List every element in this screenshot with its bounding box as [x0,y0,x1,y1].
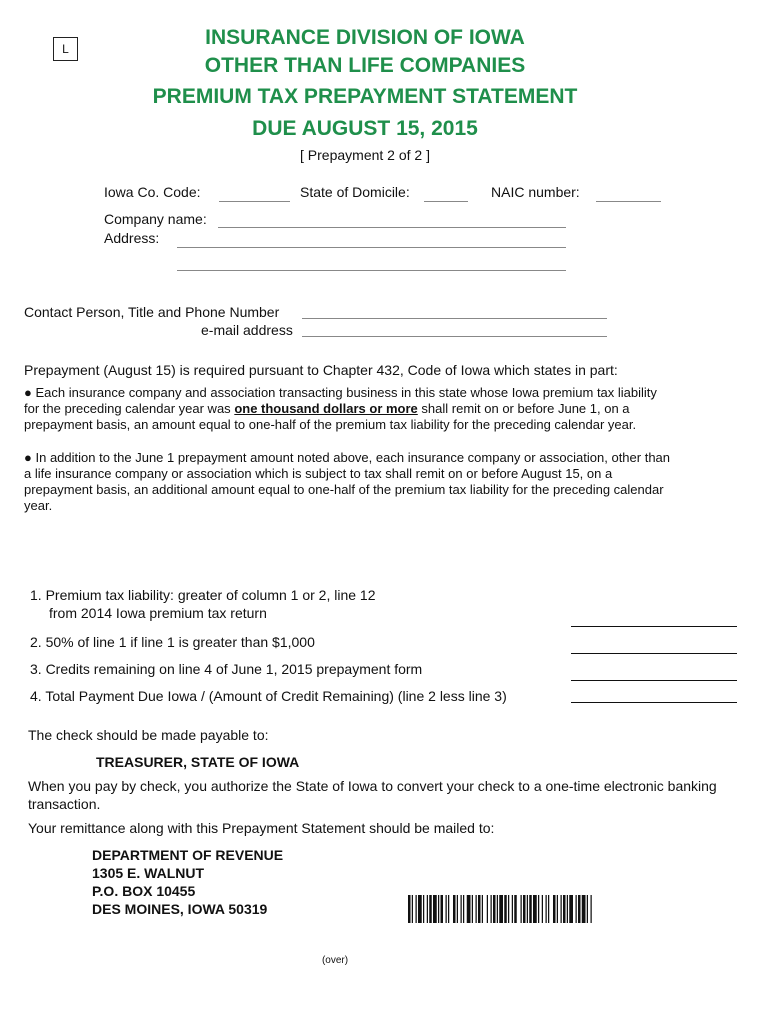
barcode-bar [504,895,507,923]
line-4-label: 4. Total Payment Due Iowa / (Amount of Credit Remaining) (line 2 less line 3) [30,688,507,704]
barcode-bar [427,895,428,923]
line-3-field[interactable] [571,680,737,681]
barcode-bar [578,895,581,923]
barcode-bar [563,895,566,923]
email-label: e-mail address [201,322,293,338]
barcode-bar [591,895,592,923]
contact-label: Contact Person, Title and Phone Number [24,304,280,320]
barcode-bar [533,895,537,923]
barcode-bar [529,895,532,923]
barcode-bar [557,895,558,923]
address-field-line2[interactable] [177,270,566,271]
barcode-bar [499,895,503,923]
iowa-co-code-label: Iowa Co. Code: [104,184,201,200]
address-line-3: P.O. BOX 10455 [92,883,196,899]
line-1-field[interactable] [571,626,737,627]
barcode-bar [514,895,517,923]
barcode-bar [423,895,424,923]
barcode-bar [538,895,539,923]
barcode-bar [467,895,471,923]
barcode-bar [453,895,456,923]
barcode-bar [493,895,496,923]
barcode-bar [429,895,432,923]
barcode-bar [461,895,462,923]
line-2-label: 2. 50% of line 1 if line 1 is greater than $1,000 [30,634,315,650]
email-field[interactable] [302,336,607,337]
treasurer-name: TREASURER, STATE OF IOWA [96,754,300,770]
address-line-4: DES MOINES, IOWA 50319 [92,901,268,917]
barcode-bar [569,895,573,923]
barcode-bar [463,895,464,923]
over-note: (over) [321,955,349,966]
barcode-bar [582,895,586,923]
barcode-bar [587,895,588,923]
check-conversion-note: When you pay by check, you authorize the State of Iowa to convert your check to a one-time electronic banking transaction. [28,778,717,812]
title-division: INSURANCE DIVISION OF IOWA [205,26,525,49]
barcode-bar [438,895,439,923]
barcode-bar [548,895,549,923]
title-companies: OTHER THAN LIFE COMPANIES [204,54,526,77]
barcode-bar [472,895,473,923]
payable-to-text: The check should be made payable to: [28,727,269,743]
bullet1-emphasis: one thousand dollars or more [234,401,418,416]
barcode-bar [497,895,498,923]
barcode-bar [476,895,477,923]
company-name-label: Company name: [104,211,207,227]
form-letter-box: L [53,37,78,61]
barcode-bar [491,895,492,923]
prepayment-subtitle: [ Prepayment 2 of 2 ] [300,147,430,163]
state-of-domicile-field[interactable] [424,201,468,202]
naic-number-field[interactable] [596,201,661,202]
barcode-bar [561,895,562,923]
line-1-label: 1. Premium tax liability: greater of column 1 or 2, line 12 [30,587,376,603]
line-4-field[interactable] [571,702,737,703]
bullet-icon: ● [24,385,32,400]
bullet1-text-b: shall remit on or before June 1, on a prepayment basis, an amount equal to one-half of the premium tax liability for the preceding calendar year. [24,401,637,432]
mailing-address [92,846,283,918]
bullet1-text-a: Each insurance company and association transacting business in this state whose Iowa premium tax liability for the preceding calendar year was [24,385,657,416]
line-3-label: 3. Credits remaining on line 4 of June 1, 2015 prepayment form [30,661,423,677]
barcode-bar [546,895,547,923]
barcode-bar [408,895,411,923]
barcode-bar [441,895,444,923]
statute-bullet-1 [24,385,674,433]
barcode-bar [553,895,556,923]
barcode-bar [508,895,509,923]
barcode-bar [542,895,543,923]
barcode-bar [457,895,458,923]
barcode-bar [433,895,437,923]
title-statement: PREMIUM TAX PREPAYMENT STATEMENT [152,85,578,108]
company-name-field[interactable] [218,227,566,228]
barcode-bar [527,895,528,923]
barcode-bar [512,895,513,923]
barcode-bar [412,895,413,923]
statute-bullet-2 [24,450,674,514]
bullet2-text: In addition to the June 1 prepayment amount noted above, each insurance company or association, other than a life insurance company or association which is subject to tax shall remit on or before August 15, on a prepayment basis, an additional amount equal to one-half of the premium tax liability for the preceding calendar year. [24,450,671,513]
barcode-bar [521,895,522,923]
barcode-bar [446,895,447,923]
iowa-co-code-field[interactable] [219,201,290,202]
barcode-bar [487,895,488,923]
naic-number-label: NAIC number: [491,184,580,200]
address-line-2: 1305 E. WALNUT [92,865,205,881]
barcode-bar [576,895,577,923]
line-2-field[interactable] [571,653,737,654]
statute-intro: Prepayment (August 15) is required pursuant to Chapter 432, Code of Iowa which states in part: [24,362,618,378]
barcode-bar [523,895,526,923]
barcode-bar [478,895,481,923]
address-label: Address: [104,230,160,246]
barcode-bar [482,895,483,923]
remittance-note: Your remittance along with this Prepayment Statement should be mailed to: [28,820,495,836]
barcode [408,895,718,923]
contact-field[interactable] [302,318,607,319]
bullet-icon: ● [24,450,32,465]
address-field-line1[interactable] [177,247,566,248]
address-line-1: DEPARTMENT OF REVENUE [92,847,284,863]
barcode-bar [567,895,568,923]
state-of-domicile-label: State of Domicile: [300,184,410,200]
barcode-bar [416,895,417,923]
title-due-date: DUE AUGUST 15, 2015 [252,117,478,140]
barcode-bar [418,895,422,923]
line-1-label-cont: from 2014 Iowa premium tax return [49,605,267,621]
barcode-bar [448,895,449,923]
